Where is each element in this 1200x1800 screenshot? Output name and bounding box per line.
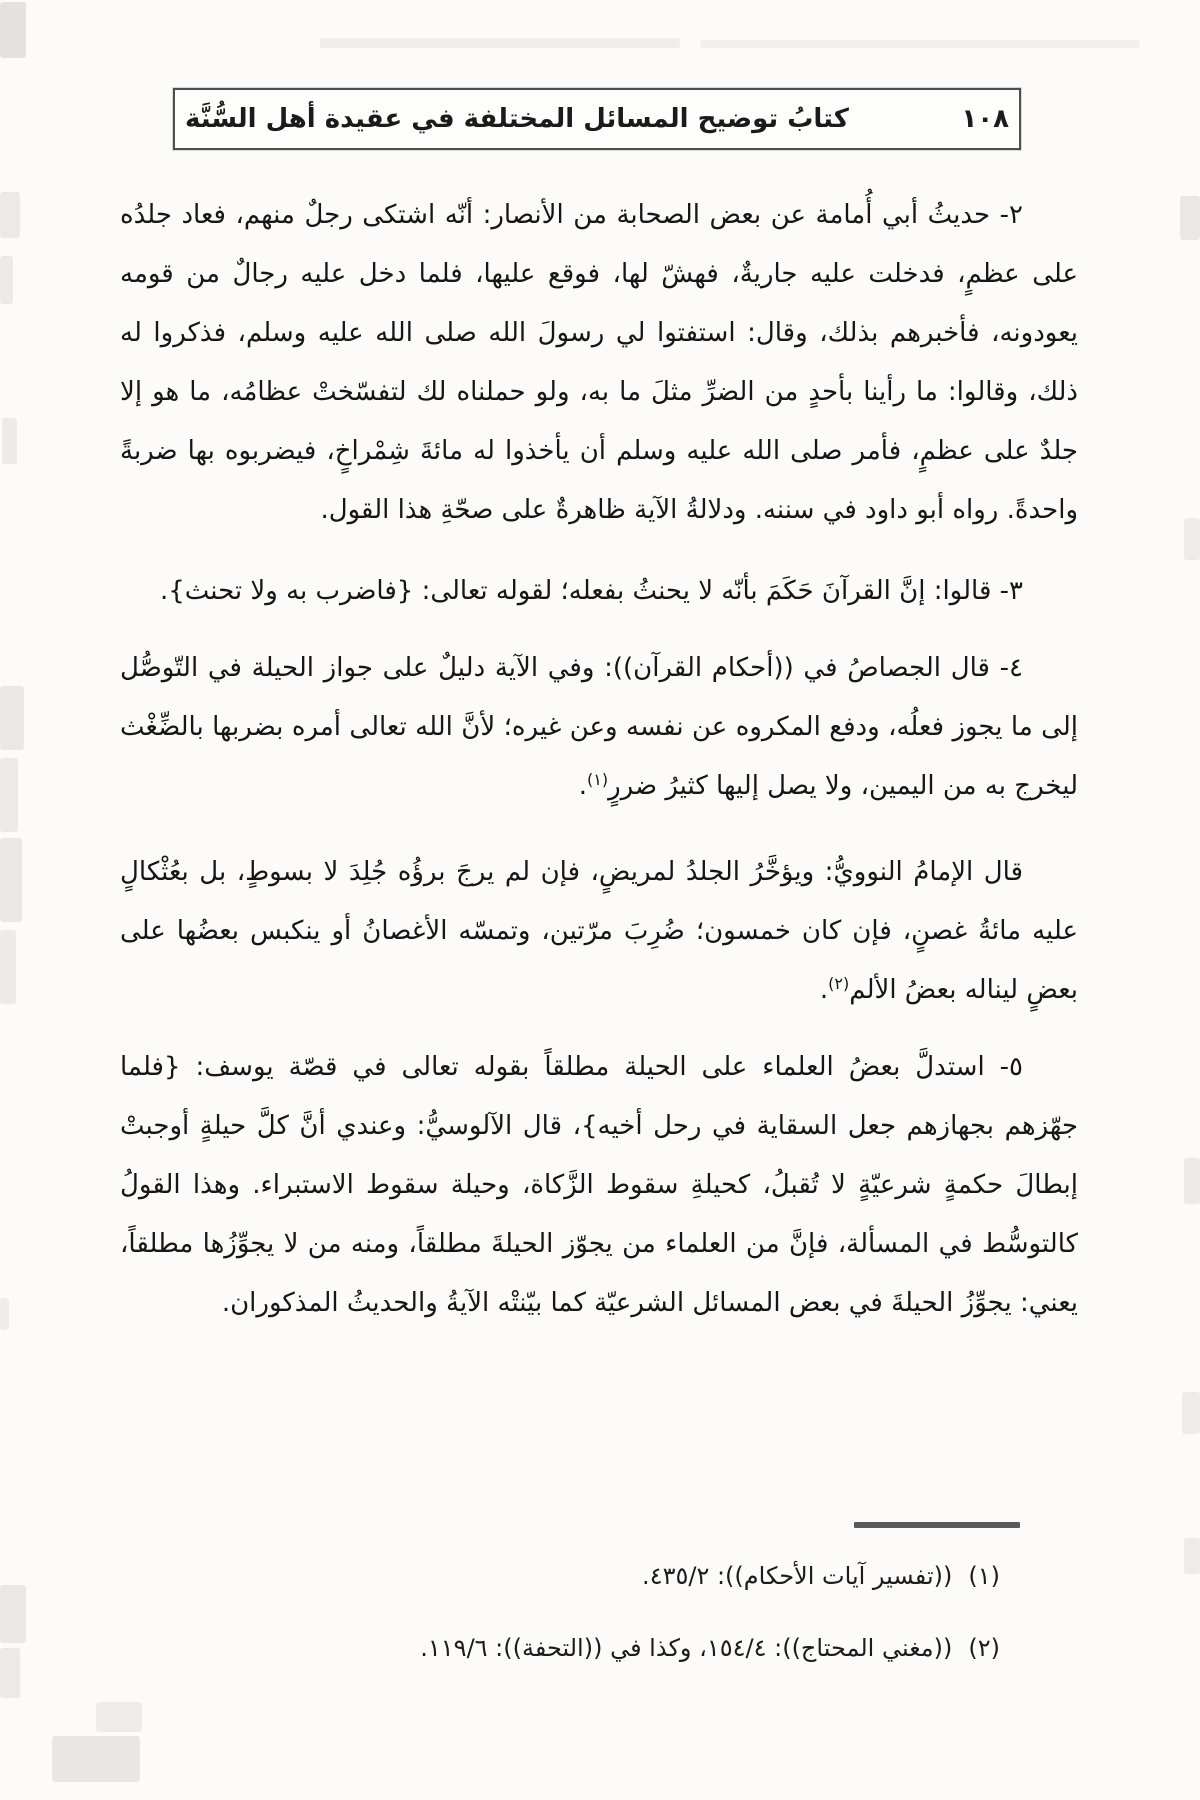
scan-artifact xyxy=(1180,196,1200,240)
scan-artifact xyxy=(52,1736,140,1782)
scan-artifact xyxy=(0,1648,20,1698)
scan-artifact xyxy=(0,192,20,238)
footnote-2-text: ((مغني المحتاج)): ١٥٤/٤، وكذا في ((التحفة)): ١١٩/٦. xyxy=(420,1634,953,1662)
book-title: كتابُ توضيح المسائل المختلفة في عقيدة أهل السُّنَّة xyxy=(185,104,849,134)
scan-artifact xyxy=(1182,1392,1200,1434)
scan-artifact xyxy=(0,838,22,922)
scan-artifact xyxy=(1184,1158,1200,1204)
footnote-separator-line xyxy=(854,1522,1020,1528)
page-number: ١٠٨ xyxy=(961,104,1009,134)
paragraph-3-quran-ruling: ٣- قالوا: إنَّ القرآنَ حَكَمَ بأنّه لا يحنثُ بفعله؛ لقوله تعالى: {فاضرب به ولا تحنث}. xyxy=(159,576,1023,606)
scan-artifact xyxy=(0,686,24,750)
paragraph-nawawi-quote: قال الإمامُ النوويُّ: ويؤخَّرُ الجلدُ لمريضٍ، فإن لم يرجَ برؤُه جُلِدَ لا بسوطٍ، بل بعُثْكالٍ عليه مائةُ غصنٍ، فإن كان خمسون؛ ضُرِبَ مرّتين، وتمسّه الأغصانُ أو ينكبس بعضُها على بعضٍ ليناله بعضُ الألم$^{(٢)}$. xyxy=(120,857,1078,1005)
scan-artifact xyxy=(0,256,13,304)
scan-artifact xyxy=(320,38,680,48)
paragraph-5-hilah-evidence: ٥- استدلَّ بعضُ العلماء على الحيلة مطلقاً بقوله تعالى في قصّة يوسف: {فلما جهّزهم بجهازهم جعل السقاية في رحل أخيه}، قال الآلوسيُّ: وعندي أنَّ كلَّ حيلةٍ أوجبتْ إبطالَ حكمةٍ شرعيّةٍ لا تُقبلُ، كحيلةِ سقوط الزَّكاة، وحيلة سقوط الاستبراء. وهذا القولُ كالتوسُّط في المسألة، فإنَّ من العلماء من يجوّز الحيلةَ مطلقاً، ومنه من لا يجوِّزُها مطلقاً، يعني: يجوِّزُ الحيلةَ في بعض المسائل الشرعيّة كما بيّنتْه الآيةُ والحديثُ المذكوران. xyxy=(120,1052,1078,1318)
scan-artifact xyxy=(0,2,26,58)
footnote-1-marker: (١) xyxy=(968,1562,1000,1590)
running-header xyxy=(173,88,1021,150)
footnote-1 xyxy=(120,1556,1000,1596)
scan-artifact xyxy=(0,1298,9,1330)
paragraph-2-hadith-abu-umamah: ٢- حديثُ أبي أُمامة عن بعض الصحابة من الأنصار: أنّه اشتكى رجلٌ منهم، فعاد جلدُه على عظمٍ، فدخلت عليه جاريةٌ، فهشّ لها، فوقع عليها، فلما دخل عليه رجالٌ من قومه يعودونه، فأخبرهم بذلك، وقال: استفتوا لي رسولَ الله صلى الله عليه وسلم، فذكروا له ذلك، وقالوا: ما رأينا بأحدٍ من الضرِّ مثلَ ما به، ولو حملناه لك لتفسّختْ عظامُه، ما هو إلا جلدٌ على عظمٍ، فأمر صلى الله عليه وسلم أن يأخذوا له مائةَ شِمْراخٍ، فيضربوه بها ضربةً واحدةً. رواه أبو داود في سننه. ودلالةُ الآية ظاهرةٌ على صحّةِ هذا القول. xyxy=(120,200,1078,525)
footnote-2-marker: (٢) xyxy=(968,1634,1000,1662)
scan-artifact xyxy=(2,418,17,464)
footnote-2 xyxy=(120,1628,1000,1668)
scan-artifact xyxy=(0,1585,26,1643)
scan-artifact xyxy=(0,758,18,832)
scan-artifact xyxy=(700,40,1140,48)
footnote-1-text: ((تفسير آيات الأحكام)): ٤٣٥/٢. xyxy=(642,1562,953,1590)
scan-artifact xyxy=(1184,1538,1200,1574)
paragraph-4-jassas-quote: ٤- قال الجصاصُ في ((أحكام القرآن)): وفي الآية دليلٌ على جواز الحيلة في التّوصُّل إلى ما يجوز فعلُه، ودفع المكروه عن نفسه وعن غيره؛ لأنَّ الله تعالى أمره بضربها بالضِّغْث ليخرج به من اليمين، ولا يصل إليها كثيرُ ضررٍ$^{(١)}$. xyxy=(120,653,1078,801)
scan-artifact xyxy=(0,930,16,1004)
scan-artifact xyxy=(96,1702,142,1732)
body-text-column xyxy=(120,186,1078,1333)
scan-artifact xyxy=(1184,518,1200,560)
